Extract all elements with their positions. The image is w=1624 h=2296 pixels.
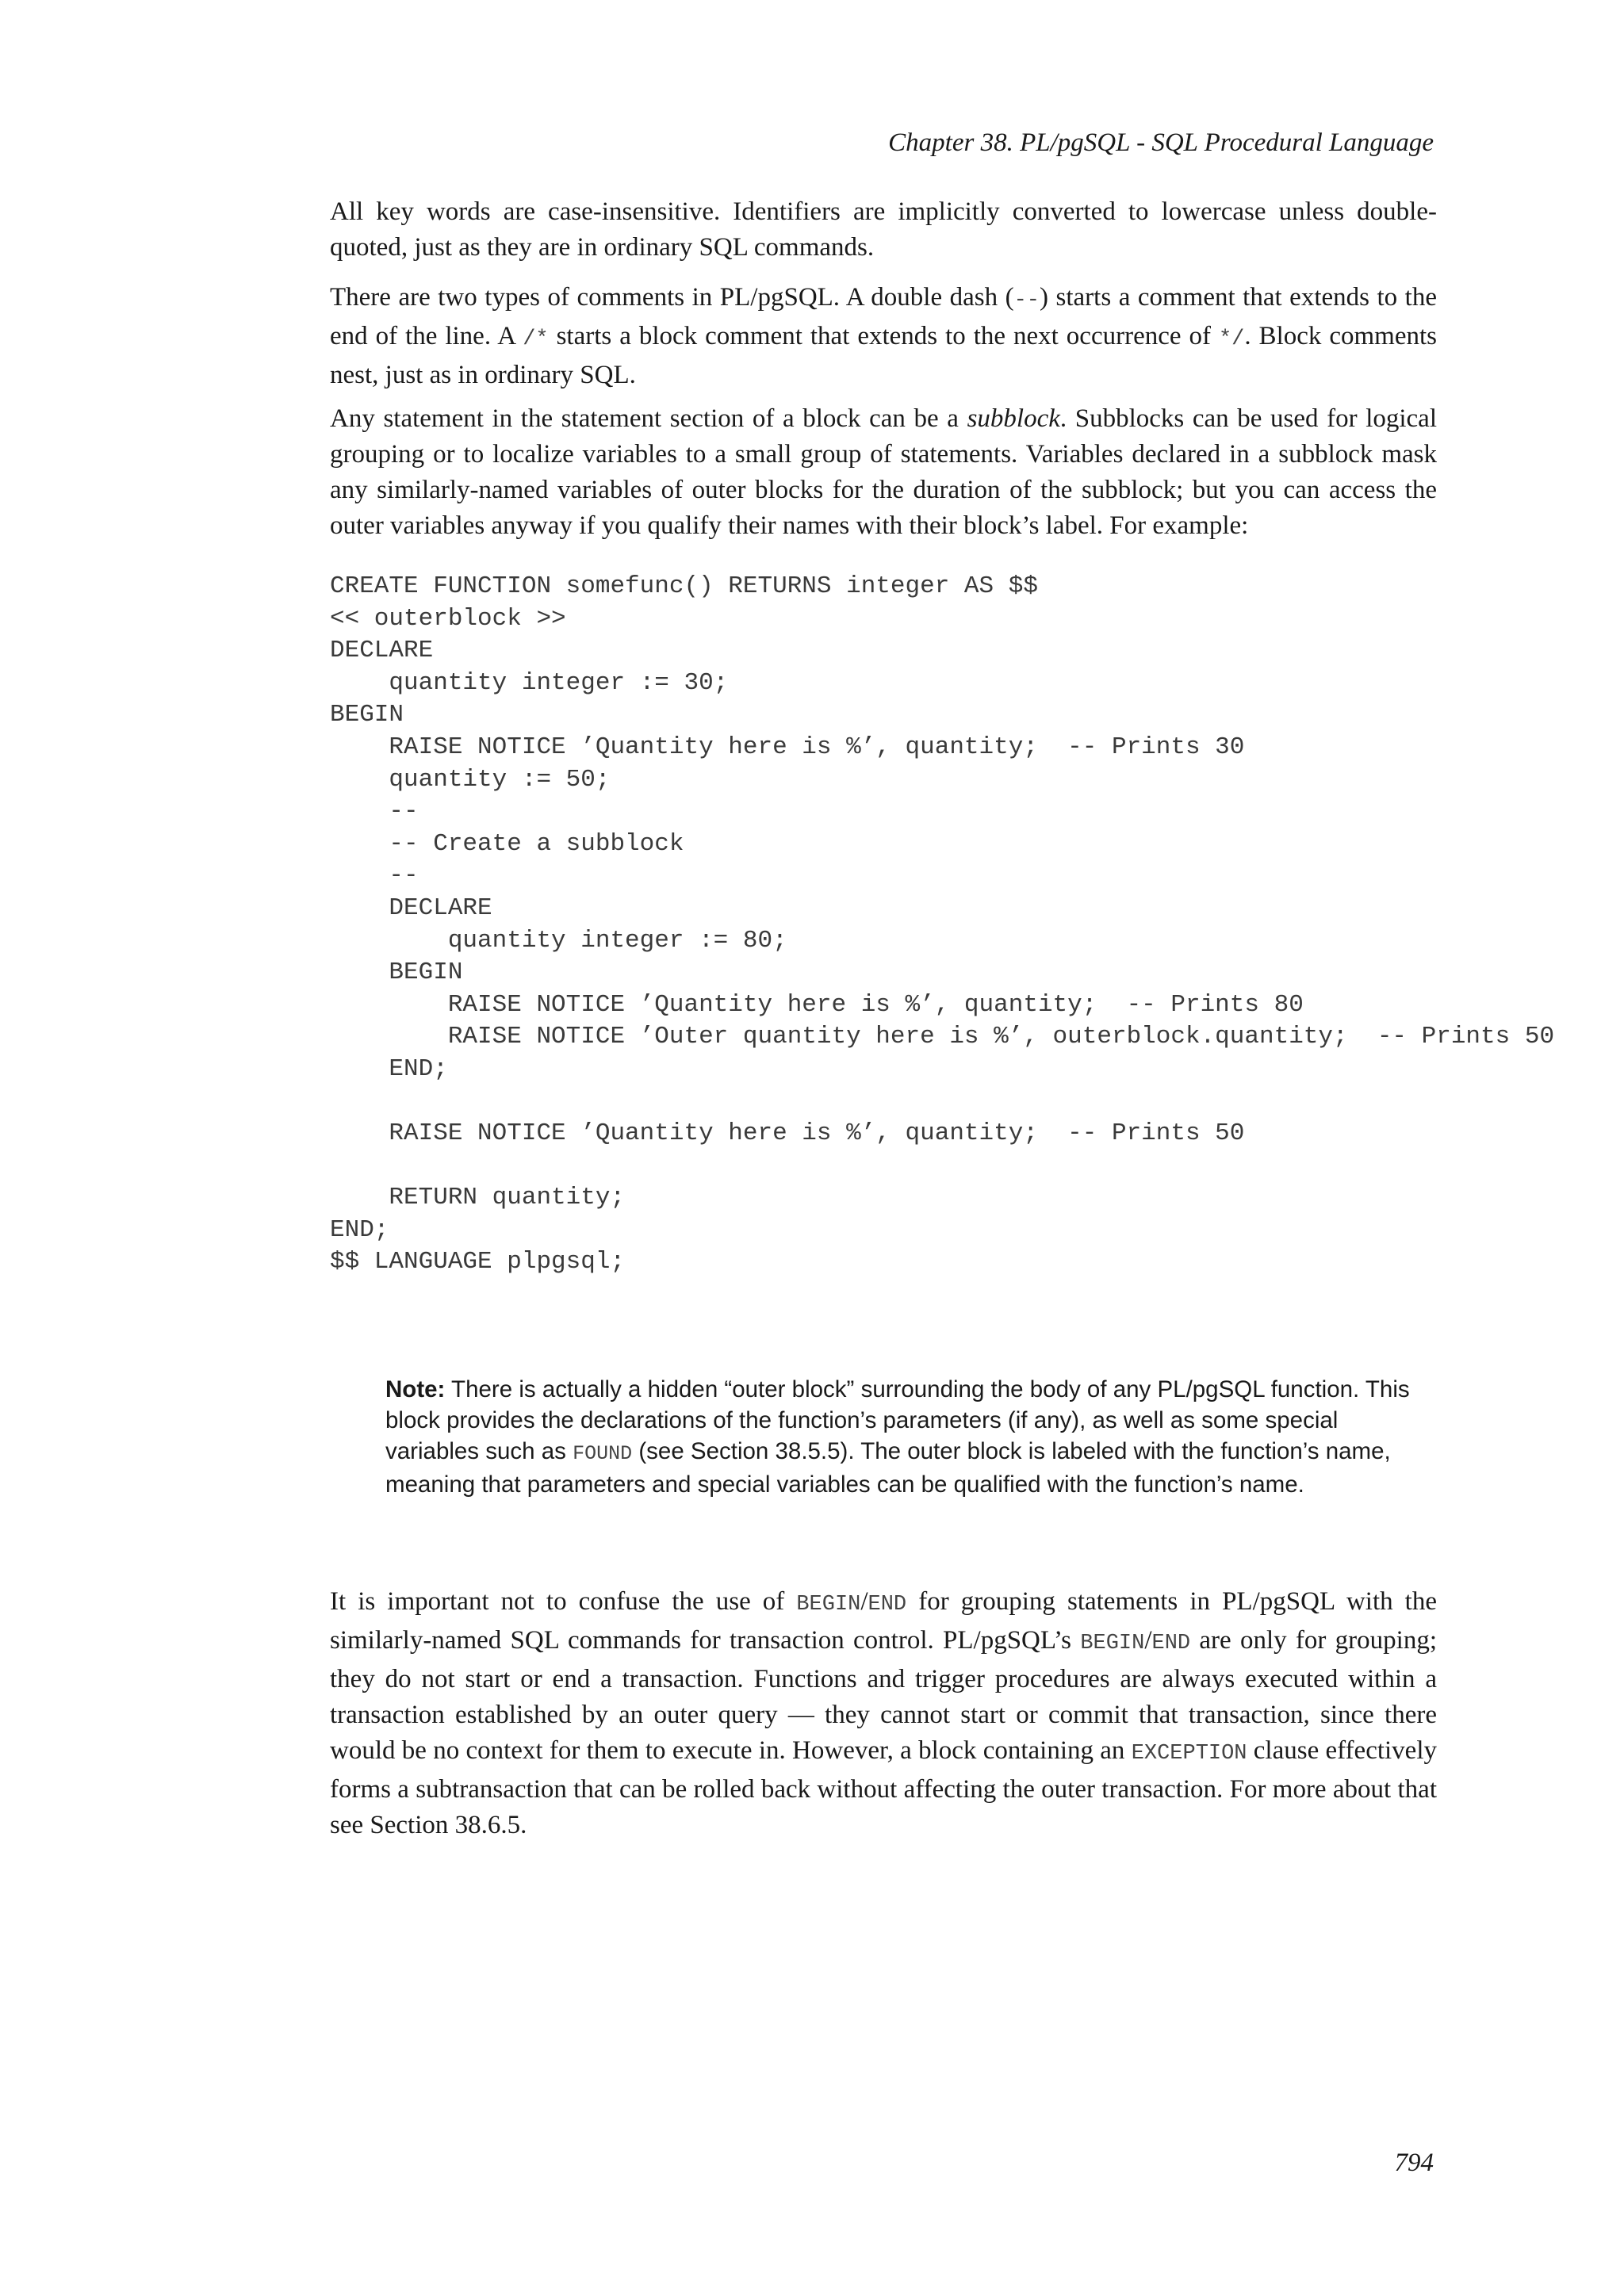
page-number: 794 xyxy=(1394,2149,1434,2177)
code-line xyxy=(330,1086,1554,1119)
inline-code: END xyxy=(868,1593,907,1617)
code-line: RAISE NOTICE ’Quantity here is %’, quantity; -- Prints 50 xyxy=(330,1119,1245,1148)
text-run: clause effectively forms a subtransaction that can be rolled back without affecting the outer transaction. For more about that see Section 38.6.5. xyxy=(330,1736,1437,1839)
text-run: There is actually a hidden “outer block” surrounding the body of any PL/pgSQL function. This block provides the declarations of the function’s parameters (if any), as well as some special variables such as xyxy=(385,1376,1410,1464)
text-run: . Subblocks can be used for logical grouping or to localize variables to a small group of statements. Variables declared in a subblock mask any similarly-named variables of outer blocks for the duration of the subblock; but you can access the outer variables anyway if you qualify their names with their block’s label. For example: xyxy=(330,404,1437,540)
text-run: There are two types of comments in PL/pgSQL. A double dash ( xyxy=(330,283,1014,312)
code-line: RETURN quantity; xyxy=(330,1184,626,1212)
text-run: starts a block comment that extends to the next occurrence of xyxy=(548,322,1219,350)
inline-code: -- xyxy=(1013,289,1040,312)
code-line: RAISE NOTICE ’Quantity here is %’, quantity; -- Prints 80 xyxy=(330,990,1304,1019)
paragraph-subblock xyxy=(330,401,1437,544)
note-box xyxy=(385,1374,1437,1500)
emphasis-term: subblock xyxy=(967,404,1060,433)
code-line: -- xyxy=(330,862,419,890)
code-example xyxy=(330,571,1554,1279)
paragraph-keywords xyxy=(330,194,1437,266)
code-line: RAISE NOTICE ’Quantity here is %’, quantity; -- Prints 30 xyxy=(330,733,1245,761)
text-run: / xyxy=(1144,1626,1152,1655)
inline-code: BEGIN xyxy=(1080,1632,1145,1655)
inline-code: FOUND xyxy=(573,1442,633,1465)
code-line: DECLARE xyxy=(330,894,492,922)
code-line: BEGIN xyxy=(330,701,404,729)
inline-code: /* xyxy=(523,327,549,351)
inline-code: BEGIN xyxy=(796,1593,861,1617)
code-line: BEGIN xyxy=(330,959,463,987)
code-line: RAISE NOTICE ’Outer quantity here is %’, outerblock.quantity; -- Prints 50 xyxy=(330,1023,1555,1051)
code-line: END; xyxy=(330,1054,448,1083)
text-run: (see Section 38.5.5). The outer block is labeled with the function’s name, meaning that parameters and special variables can be qualified with the function’s name. xyxy=(385,1438,1391,1498)
text-run: for grouping statements in PL/pgSQL with the similarly-named SQL commands for transaction control. PL/pgSQL’s xyxy=(330,1587,1437,1655)
code-line: $$ LANGUAGE plpgsql; xyxy=(330,1248,626,1276)
code-line: << outerblock >> xyxy=(330,604,566,633)
text-run: Any statement in the statement section of a block can be a xyxy=(330,404,967,433)
paragraph-comments xyxy=(330,280,1437,393)
inline-code: END xyxy=(1151,1632,1191,1655)
running-header: Chapter 38. PL/pgSQL - SQL Procedural Language xyxy=(888,128,1434,157)
code-line: -- Create a subblock xyxy=(330,829,684,858)
code-line: -- xyxy=(330,798,419,826)
text-run: are only for grouping; they do not start or end a transaction. Functions and trigger procedures are always executed within a transaction established by an outer query — they cannot start or commit that transaction, since there would be no context for them to execute in. However, a block containing an xyxy=(330,1626,1437,1765)
inline-code: */ xyxy=(1218,327,1245,351)
text-run: It is important not to confuse the use of xyxy=(330,1587,797,1616)
text-run: . Block comments nest, just as in ordinary SQL. xyxy=(330,322,1437,389)
code-line: DECLARE xyxy=(330,637,434,665)
text-run: / xyxy=(860,1587,868,1616)
code-line: quantity integer := 80; xyxy=(330,926,787,955)
code-line xyxy=(330,1150,1554,1183)
inline-code: EXCEPTION xyxy=(1131,1742,1247,1766)
code-line: quantity integer := 30; xyxy=(330,668,729,697)
paragraph-transactions xyxy=(330,1584,1437,1843)
text-run: ) starts a comment that extends to the end of the line. A xyxy=(330,283,1437,350)
note-label: Note: xyxy=(385,1376,446,1402)
code-line: quantity := 50; xyxy=(330,765,611,794)
code-line: END; xyxy=(330,1215,389,1244)
code-line: CREATE FUNCTION somefunc() RETURNS integer AS $$ xyxy=(330,572,1038,600)
paragraph-keywords-text: All key words are case-insensitive. Identifiers are implicitly converted to lowercase unless double-quoted, just as they are in ordinary SQL commands. xyxy=(330,197,1437,262)
